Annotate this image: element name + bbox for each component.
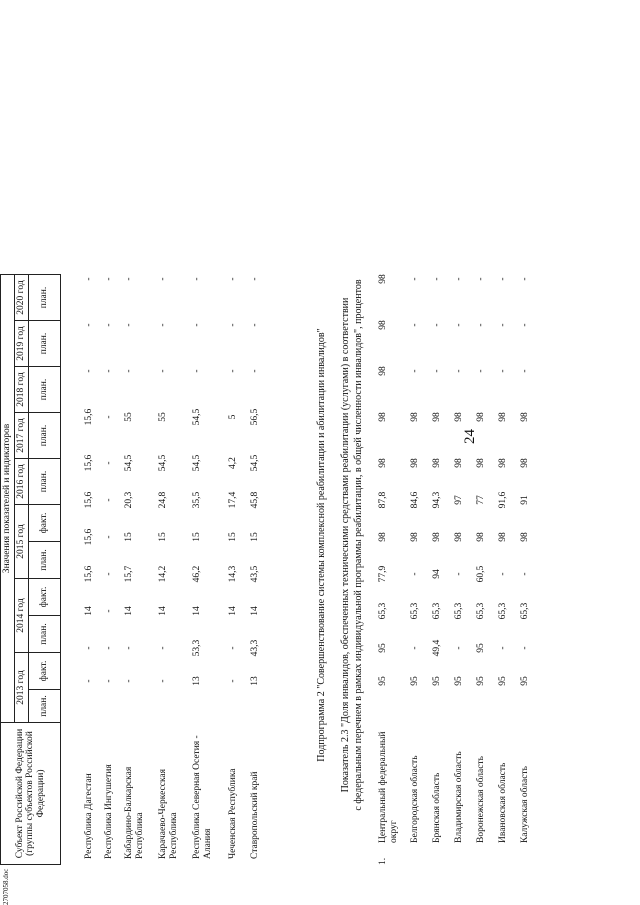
table-row <box>124 225 148 865</box>
row-value: 65,3 <box>454 602 464 620</box>
subject-header: Субъект Российской Федерации (группы субъектов Российской Федерации) <box>1 723 61 865</box>
table-row <box>454 225 478 865</box>
row-value: 98 <box>378 412 388 422</box>
table-row <box>410 225 434 865</box>
rotated-page-content <box>0 35 530 865</box>
row-value: 54,5 <box>250 454 260 472</box>
row-value: 98 <box>498 412 508 422</box>
row-value: - <box>432 277 442 281</box>
row-name: Центральный федеральный округ <box>378 731 400 843</box>
row-value: 95 <box>378 676 388 686</box>
row-value: 95 <box>432 676 442 686</box>
row-value: - <box>520 572 530 576</box>
row-name: Брянская область <box>432 772 442 843</box>
row-value: 98 <box>520 458 530 468</box>
row-value: 94,3 <box>432 491 442 509</box>
subprogram-title: Подпрограмма 2 "Совершенствование системы комплексной реабилитации и абилитации инвалидов" <box>316 328 327 762</box>
row-value: 4,2 <box>228 457 238 469</box>
year-header: 2017 год <box>15 413 29 459</box>
row-value: - <box>498 323 508 327</box>
year-header: 2016 год <box>15 459 29 505</box>
row-value: 54,5 <box>192 454 202 472</box>
row-value: 98 <box>498 532 508 542</box>
row-value: 84,6 <box>410 491 420 509</box>
row-name: Ставропольский край <box>250 771 260 859</box>
row-value: 14 <box>158 606 168 616</box>
row-value: - <box>520 323 530 327</box>
row-value: 55 <box>158 412 168 422</box>
fact-label: факт. <box>29 505 61 542</box>
row-value: 95 <box>476 676 486 686</box>
row-value: 77 <box>476 495 486 505</box>
row-value: 13 <box>250 676 260 686</box>
row-value: - <box>192 369 202 373</box>
row-value: - <box>104 646 114 650</box>
row-value: 91,6 <box>498 491 508 509</box>
row-value: - <box>104 277 114 281</box>
row-value: - <box>84 277 94 281</box>
row-value: 20,3 <box>124 491 134 509</box>
row-value: - <box>104 323 114 327</box>
row-value: 98 <box>498 458 508 468</box>
plan-label: план. <box>29 413 61 459</box>
row-value: 65,3 <box>520 602 530 620</box>
row-name: Владимирская область <box>454 751 464 843</box>
row-value: - <box>124 679 134 683</box>
table-row <box>250 225 274 865</box>
row-value: - <box>228 679 238 683</box>
row-value: 14 <box>124 606 134 616</box>
row-value: - <box>104 369 114 373</box>
row-value: 98 <box>454 458 464 468</box>
row-value: 94 <box>432 569 442 579</box>
year-header: 2019 год <box>15 321 29 367</box>
table-row <box>498 225 522 865</box>
row-value: - <box>84 323 94 327</box>
row-name: Республика Ингушетия <box>104 764 114 859</box>
row-value: 98 <box>432 532 442 542</box>
row-value: - <box>192 277 202 281</box>
row-name: Белгородская область <box>410 755 420 843</box>
year-header: 2014 год <box>15 579 29 653</box>
row-value: 54,5 <box>192 408 202 426</box>
row-value: - <box>410 646 420 650</box>
row-name: Калужская область <box>520 766 530 843</box>
row-value: - <box>228 277 238 281</box>
row-value: 98 <box>454 412 464 422</box>
row-value: 35,5 <box>192 491 202 509</box>
row-value: 14 <box>192 606 202 616</box>
row-value: - <box>410 369 420 373</box>
indicator-line-2: с федеральным перечнем в рамках индивидуальной программы реабилитации, в общей численности инвалидов", процентов <box>353 279 364 811</box>
row-value: 65,3 <box>432 602 442 620</box>
row-value: - <box>250 277 260 281</box>
row-name: Чеченская Республика <box>228 768 238 859</box>
row-value: - <box>158 646 168 650</box>
row-value: 49,4 <box>432 639 442 657</box>
row-value: 54,5 <box>158 454 168 472</box>
row-value: - <box>228 369 238 373</box>
row-value: - <box>124 646 134 650</box>
row-value: 14,2 <box>158 565 168 583</box>
row-value: - <box>498 369 508 373</box>
row-value: - <box>520 369 530 373</box>
table-row <box>378 225 402 865</box>
plan-label: план. <box>29 367 61 413</box>
row-value: 97 <box>454 495 464 505</box>
row-name: Республика Северная Осетия - Алания <box>192 735 214 859</box>
row-value: 15 <box>228 532 238 542</box>
row-value: 14,3 <box>228 565 238 583</box>
row-value: - <box>498 572 508 576</box>
year-header: 2015 год <box>15 505 29 579</box>
row-value: - <box>520 646 530 650</box>
row-value: - <box>104 461 114 465</box>
row-value: - <box>410 323 420 327</box>
year-header: 2020 год <box>15 275 29 321</box>
row-value: - <box>498 646 508 650</box>
row-value: 98 <box>520 532 530 542</box>
table-row <box>228 225 252 865</box>
row-value: - <box>410 572 420 576</box>
row-value: 24,8 <box>158 491 168 509</box>
row-value: - <box>250 323 260 327</box>
plan-label: план. <box>29 459 61 505</box>
page-number: 24 <box>462 429 478 444</box>
document-id: 2707058.doc <box>2 868 10 905</box>
row-value: 98 <box>378 320 388 330</box>
row-name: Республика Дагестан <box>84 773 94 859</box>
row-value: 60,5 <box>476 565 486 583</box>
row-value: - <box>250 369 260 373</box>
row-value: - <box>84 369 94 373</box>
row-name: Ивановская область <box>498 762 508 843</box>
row-name: Карачаево-Черкесская Республика <box>158 768 180 859</box>
row-value: 98 <box>476 532 486 542</box>
row-value: - <box>124 369 134 373</box>
row-value: - <box>454 323 464 327</box>
row-value: 91 <box>520 495 530 505</box>
row-value: - <box>228 323 238 327</box>
row-value: 98 <box>378 366 388 376</box>
row-value: - <box>104 572 114 576</box>
row-value: 95 <box>410 676 420 686</box>
row-value: 65,3 <box>410 602 420 620</box>
row-value: 98 <box>378 532 388 542</box>
row-value: - <box>104 535 114 539</box>
row-value: 15,7 <box>124 565 134 583</box>
row-value: 15 <box>124 532 134 542</box>
row-value: - <box>158 323 168 327</box>
row-value: 13 <box>192 676 202 686</box>
row-value: - <box>520 277 530 281</box>
row-value: 65,3 <box>476 602 486 620</box>
row-value: 15,6 <box>84 408 94 426</box>
row-value: 15 <box>192 532 202 542</box>
row-value: 65,3 <box>378 602 388 620</box>
row-value: 77,9 <box>378 565 388 583</box>
table-row <box>432 225 456 865</box>
year-header: 2018 год <box>15 367 29 413</box>
fact-label: факт. <box>29 653 61 690</box>
row-value: 98 <box>476 458 486 468</box>
row-value: - <box>454 572 464 576</box>
row-value: - <box>454 646 464 650</box>
values-header: Значения показателей и индикаторов <box>1 275 15 723</box>
row-value: 5 <box>228 414 238 420</box>
row-value: 15,6 <box>84 565 94 583</box>
row-value: - <box>104 679 114 683</box>
row-value: 55 <box>124 412 134 422</box>
row-value: 98 <box>378 274 388 284</box>
row-value: - <box>432 323 442 327</box>
row-value: - <box>476 277 486 281</box>
row-value: - <box>498 277 508 281</box>
row-value: - <box>228 646 238 650</box>
row-value: 98 <box>476 412 486 422</box>
row-value: 95 <box>378 643 388 653</box>
row-value: 15 <box>158 532 168 542</box>
row-value: 14 <box>84 606 94 616</box>
row-value: - <box>410 277 420 281</box>
row-value: 43,5 <box>250 565 260 583</box>
row-value: 98 <box>410 412 420 422</box>
row-number: 1. <box>378 857 388 865</box>
row-value: - <box>454 277 464 281</box>
row-value: 14 <box>228 606 238 616</box>
table-row <box>158 225 182 865</box>
plan-label: план. <box>29 690 61 723</box>
row-value: - <box>432 369 442 373</box>
row-value: - <box>104 498 114 502</box>
row-value: 15,6 <box>84 491 94 509</box>
table-row <box>476 225 500 865</box>
row-value: - <box>124 277 134 281</box>
row-value: - <box>84 646 94 650</box>
row-value: 54,5 <box>124 454 134 472</box>
row-name: Кабардино-Балкарская Республика <box>124 766 146 859</box>
row-value: 17,4 <box>228 491 238 509</box>
row-value: 95 <box>476 643 486 653</box>
plan-label: план. <box>29 275 61 321</box>
row-value: - <box>158 277 168 281</box>
row-value: 15,6 <box>84 528 94 546</box>
row-value: - <box>84 679 94 683</box>
year-header: 2013 год <box>15 653 29 723</box>
row-value: - <box>104 415 114 419</box>
row-value: 15,6 <box>84 454 94 472</box>
indicator-line-1: Показатель 2.3 "Доля инвалидов, обеспеченных техническими средствами реабилитации (услугами) в соответствии <box>340 297 351 793</box>
row-value: - <box>454 369 464 373</box>
row-value: - <box>192 323 202 327</box>
row-value: - <box>158 369 168 373</box>
row-value: 98 <box>520 412 530 422</box>
row-value: 98 <box>410 458 420 468</box>
row-value: - <box>476 323 486 327</box>
plan-label: план. <box>29 321 61 367</box>
header-table <box>0 274 61 865</box>
row-value: - <box>158 679 168 683</box>
row-value: 46,2 <box>192 565 202 583</box>
row-value: 98 <box>454 532 464 542</box>
row-value: - <box>104 609 114 613</box>
row-value: 95 <box>520 676 530 686</box>
table-row <box>520 225 544 865</box>
plan-label: план. <box>29 616 61 653</box>
row-value: 15 <box>250 532 260 542</box>
row-name: Воронежская область <box>476 756 486 843</box>
table-row <box>192 225 216 865</box>
row-value: 98 <box>432 412 442 422</box>
row-value: - <box>124 323 134 327</box>
row-value: 56,5 <box>250 408 260 426</box>
row-value: 45,8 <box>250 491 260 509</box>
row-value: 53,3 <box>192 639 202 657</box>
row-value: 65,3 <box>498 602 508 620</box>
row-value: 98 <box>410 532 420 542</box>
row-value: - <box>476 369 486 373</box>
row-value: 98 <box>378 458 388 468</box>
row-value: 43,3 <box>250 639 260 657</box>
row-value: 87,8 <box>378 491 388 509</box>
row-value: 95 <box>498 676 508 686</box>
row-value: 95 <box>454 676 464 686</box>
row-value: 14 <box>250 606 260 616</box>
row-value: 98 <box>432 458 442 468</box>
fact-label: факт. <box>29 579 61 616</box>
plan-label: план. <box>29 542 61 579</box>
